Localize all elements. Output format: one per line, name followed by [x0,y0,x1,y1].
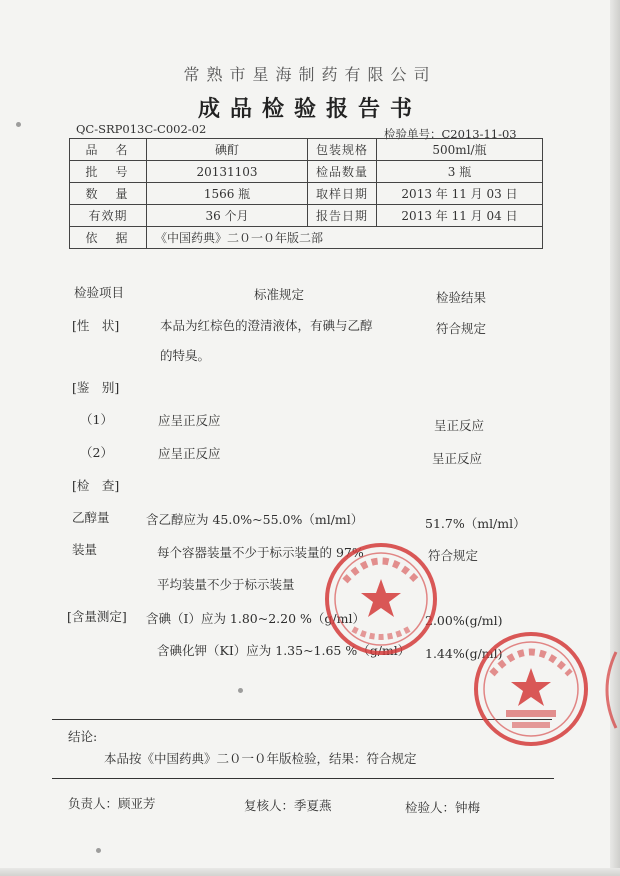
character-standard-line2: 的特臭。 [160,348,211,363]
basis-value: 《中国药典》二０一０年版二部 [147,227,543,249]
quantity-value: 1566 瓶 [147,183,308,205]
package-spec-value: 500ml/瓶 [377,139,543,161]
reviewer-signature: 复核人：季夏燕 [244,798,332,813]
identification-test-2-number: （2） [80,445,113,460]
character-result: 符合规定 [436,321,487,336]
qc-seal-stamp [323,541,439,657]
fill-volume-label: 装量 [72,542,98,557]
report-date-value: 2013 年 11 月 04 日 [377,205,543,227]
ethanol-result: 51.7%（ml/ml） [425,516,526,531]
conclusion-label: 结论: [68,729,98,744]
ki-result: 1.44%(g/ml) [425,646,503,661]
column-result-header: 检验结果 [436,290,487,305]
sample-qty-label: 检品数量 [308,161,377,183]
stamp-star [361,579,401,617]
sample-date-value: 2013 年 11 月 03 日 [377,183,543,205]
batch-value: 20131103 [147,161,308,183]
ki-standard: 含碘化钾（KI）应为 1.35~1.65 %（g/ml） [157,643,411,658]
character-standard-line1: 本品为红棕色的澄清液体，有碘与乙醇 [160,318,373,333]
report-title: 成品检验报告书 [197,96,422,122]
identification-test-1-standard: 应呈正反应 [158,413,221,428]
divider-line-bottom [52,778,554,779]
company-name: 常熟市星海制药有限公司 [183,65,437,84]
iodine-standard: 含碘（I）应为 1.80~2.20 %（g/ml） [146,611,365,626]
package-spec-label: 包装规格 [308,139,377,161]
report-number: 检验单号：C2013-11-03 [384,127,517,141]
column-item-header: 检验项目 [74,285,125,300]
identification-test-1-number: （1） [80,412,113,427]
identification-section-label: [鉴 别] [72,380,120,395]
ethanol-standard: 含乙醇应为 45.0%~55.0%（ml/ml） [146,512,364,527]
fill-volume-standard-line1: 每个容器装量不少于标示装量的 97% [157,545,364,560]
punch-hole [96,848,101,853]
identification-test-1-result: 呈正反应 [434,418,485,433]
sample-qty-value: 3 瓶 [377,161,543,183]
product-info-table [69,138,543,249]
basis-label: 依 据 [70,227,147,249]
fill-volume-standard-line2: 平均装量不少于标示装量 [157,577,295,592]
fill-volume-result: 符合规定 [428,548,479,563]
sample-date-label: 取样日期 [308,183,377,205]
punch-hole [238,688,243,693]
column-standard-header: 标准规定 [254,287,305,302]
partial-seal-stamp [596,650,620,730]
identification-test-2-standard: 应呈正反应 [158,446,221,461]
product-name-label: 品 名 [70,139,147,161]
page-edge-bottom [0,868,620,876]
product-name-value: 碘酊 [147,139,308,161]
document-number: QC-SRP013C-C002-02 [76,122,207,136]
stamp-star [511,668,551,706]
identification-test-2-result: 呈正反应 [432,451,483,466]
report-date-label: 报告日期 [308,205,377,227]
company-quality-seal-stamp [472,630,590,748]
conclusion-text: 本品按《中国药典》二０一０年版检验，结果：符合规定 [104,751,417,766]
validity-label: 有效期 [70,205,147,227]
iodine-result: 2.00%(g/ml) [425,613,503,628]
ethanol-label: 乙醇量 [72,510,110,525]
quantity-label: 数 量 [70,183,147,205]
page-edge-right [610,0,620,876]
manager-signature: 负责人：顾亚芳 [68,796,156,811]
character-section-label: [性 状] [72,318,120,333]
inspection-section-label: [检 查] [72,478,120,493]
batch-label: 批 号 [70,161,147,183]
inspector-signature: 检验人：钟梅 [405,800,481,815]
assay-section-label: [含量测定] [67,609,127,624]
validity-value: 36 个月 [147,205,308,227]
